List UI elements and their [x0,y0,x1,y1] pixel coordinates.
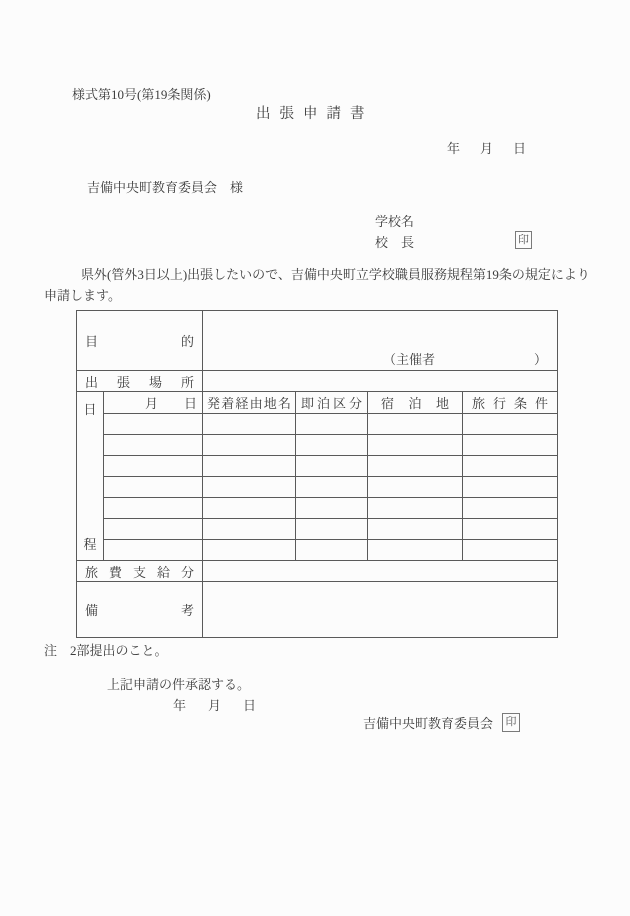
schedule-cell [368,540,463,561]
organizer-label [383,349,547,368]
schedule-header-row [77,392,558,414]
principal-label: 校 長 [375,235,415,250]
schedule-row [77,414,558,435]
schedule-cell [203,435,296,456]
stay-type-header-cell [296,392,368,414]
schedule-cell [296,540,368,561]
schedule-cell [104,540,203,561]
schedule-cell [368,519,463,540]
schedule-cell [368,435,463,456]
seal-mark-bottom [502,713,520,732]
schedule-cell [296,477,368,498]
recipient-line: 吉備中央町教育委員会 様 [87,180,244,195]
schedule-cell [463,435,558,456]
schedule-cell [203,540,296,561]
trip-request-table [76,310,558,638]
approval-statement: 上記申請の件承認する。 [107,677,251,692]
schedule-cell [296,519,368,540]
destination-label: 出 張 場 所 [85,374,194,390]
body-paragraph-line-2: 申請します。 [44,287,121,303]
schedule-cell [368,414,463,435]
page-title: 出張申請書 [256,106,374,122]
schedule-cell [463,414,558,435]
month-day-header: 月 日 [104,392,203,414]
remarks-row [77,582,558,638]
schedule-cell [203,414,296,435]
schedule-row [77,456,558,477]
purpose-value-cell [203,311,558,371]
schedule-label [77,396,103,556]
schedule-cell [104,456,203,477]
travel-expense-label-cell [77,561,203,582]
purpose-label-cell [77,311,203,371]
schedule-cell [104,498,203,519]
schedule-cell [203,519,296,540]
schedule-cell [368,456,463,477]
body-paragraph-line-1: 県外(管外3日以上)出張したいので、吉備中央町立学校職員服務規程第19条の規定により [81,267,590,282]
seal-mark-top [515,231,532,249]
schedule-row [77,477,558,498]
route-header: 発 着 経 由 地 名 [207,396,291,411]
schedule-cell [296,456,368,477]
schedule-cell [296,498,368,519]
schedule-row [77,435,558,456]
schedule-cell [203,477,296,498]
schedule-row [77,540,558,561]
destination-label-cell [77,371,203,392]
schedule-cell [203,456,296,477]
schedule-cell [463,456,558,477]
schedule-label-bottom: 程 [83,537,97,552]
schedule-row [77,519,558,540]
schedule-row [77,498,558,519]
remarks-value-cell [203,582,558,638]
stay-type-header: 即 泊 区 分 [301,396,362,411]
route-header-cell [203,392,296,414]
organizer-close: ） [533,352,547,367]
schedule-cell [463,498,558,519]
schedule-cell [296,414,368,435]
travel-conditions-header: 旅 行 条 件 [472,396,548,411]
travel-conditions-header-cell [463,392,558,414]
committee-name: 吉備中央町教育委員会 [363,716,494,731]
committee-line [363,713,520,732]
schedule-cell [296,435,368,456]
note-line: 注 2部提出のこと。 [44,643,168,658]
travel-expense-value-cell [203,561,558,582]
date-line-top: 年月日 [447,141,547,156]
seal-mark-top-glyph: 印 [518,233,529,246]
schedule-cell [368,498,463,519]
remarks-label: 備 考 [85,603,194,618]
remarks-label-cell [77,582,203,638]
schedule-label-cell [77,392,104,561]
schedule-cell [104,519,203,540]
schedule-label-top: 日 [83,402,97,417]
schedule-cell [463,519,558,540]
purpose-label: 目 的 [85,334,194,349]
travel-expense-label: 旅 費 支 給 分 [85,564,194,580]
schedule-cell [104,477,203,498]
schedule-cell [368,477,463,498]
purpose-row [77,311,558,371]
seal-mark-bottom-glyph: 印 [505,716,517,728]
schedule-cell [463,477,558,498]
form-number: 様式第10号(第19条関係) [72,87,211,102]
schedule-cell [203,498,296,519]
table-body [77,311,558,638]
schedule-cell [104,414,203,435]
organizer-open: （主催者 [383,352,436,367]
schedule-cell [104,435,203,456]
schedule-cell [463,540,558,561]
destination-value-cell [203,371,558,392]
travel-expense-row [77,561,558,582]
destination-row [77,371,558,392]
body-paragraph [44,265,604,306]
date-line-bottom: 年月日 [173,698,279,713]
school-name-label: 学校名 [375,214,415,229]
stay-place-header: 宿 泊 地 [381,396,449,411]
stay-place-header-cell [368,392,463,414]
